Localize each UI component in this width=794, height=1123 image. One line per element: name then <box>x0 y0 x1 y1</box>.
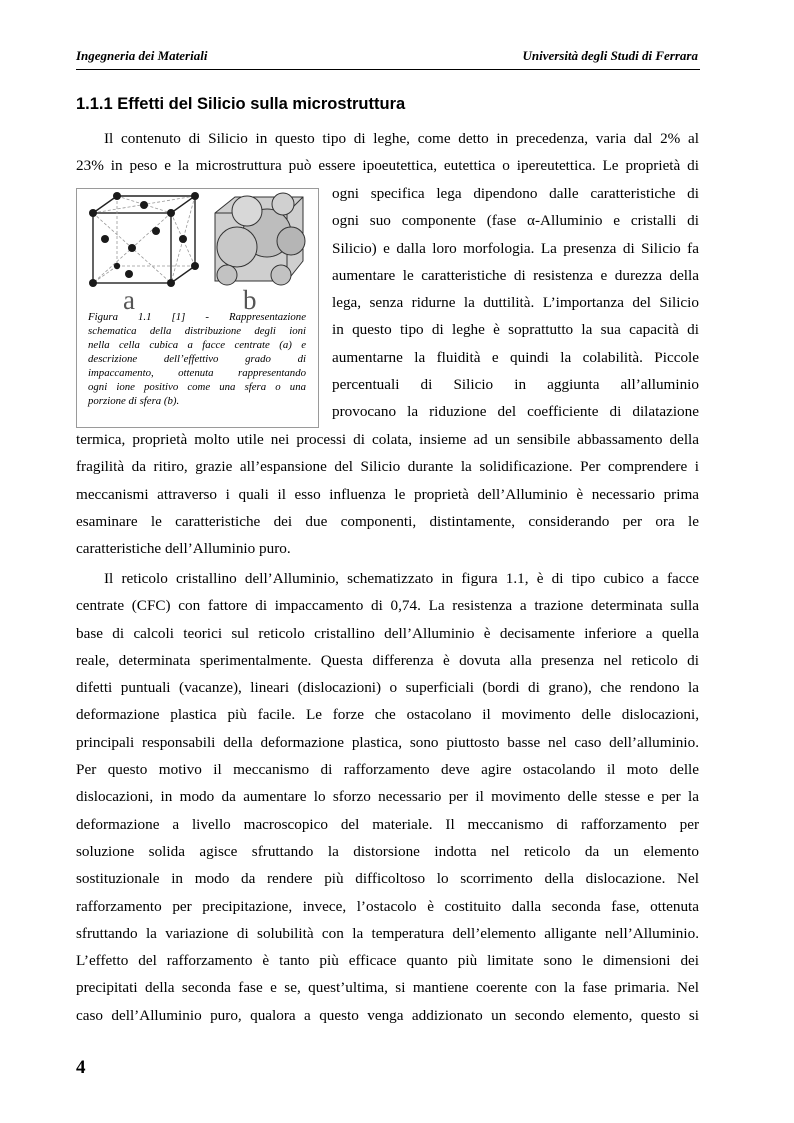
text-line: lega, senza ridurne la duttilità. L’importanza del Silicio <box>332 294 699 312</box>
text-line: in questo tipo di leghe è soprattutto la sua capacità di <box>332 321 699 339</box>
caption-line: ogni ione positivo come una sfera o una <box>88 381 306 393</box>
text-line: sostituzionale in modo da rendere più difficoltoso lo scorrimento della dislocazione. Nel <box>76 870 699 888</box>
text-line: dislocazioni, in modo da aumentare lo sforzo necessario per il movimento delle stesse e per la <box>76 788 699 806</box>
text-line: percentuali di Silicio in aggiunta all’alluminio <box>332 376 699 394</box>
paragraph-1-wrap <box>332 180 699 426</box>
caption-line: schematica della distribuzione degli ioni <box>88 325 306 337</box>
figure-1-1 <box>76 188 319 428</box>
header-left: Ingegneria dei Materiali <box>76 48 208 63</box>
atom-dots <box>89 192 199 287</box>
caption-line: porzione di sfera (b). <box>88 395 180 407</box>
text-line: precipitati della seconda fase e se, quest’ultima, si mantiene coerente con la fase primaria. Nel <box>76 979 699 997</box>
paragraph-2 <box>76 565 699 1029</box>
text-line: esaminare le caratteristiche dei due componenti, distintamente, considerando per ora le <box>76 512 699 530</box>
header-right: Università degli Studi di Ferrara <box>522 48 698 63</box>
text-line: base di calcoli teorici sul reticolo cristallino dell’Alluminio è decisamente inferiore a quella <box>76 624 699 642</box>
caption-line: nella cella cubica a facce centrate (a) e <box>88 339 306 351</box>
text-line: aumentarne la fluidità e quindi la colabilità. Piccole <box>332 348 699 366</box>
running-header <box>76 48 698 68</box>
label-b: b <box>243 285 257 315</box>
text-line: Il reticolo cristallino dell’Alluminio, schematizzato in figura 1.1, è di tipo cubico a facce <box>104 570 699 587</box>
text-line: Per questo motivo il meccanismo di rafforzamento deve agire ostacolando il moto delle <box>76 761 699 779</box>
text-line: termica, proprietà molto utile nei processi di colata, insieme ad un sensibile abbassamento della <box>76 431 699 448</box>
text-line: provocano la riduzione del coefficiente di dilatazione <box>332 403 699 421</box>
text-line: caso dell’Alluminio puro, qualora a questo venga addizionato un secondo elemento, questo si <box>76 1006 699 1024</box>
packed-spheres-diagram <box>215 193 305 285</box>
header-rule <box>76 69 700 70</box>
text-line: ogni suo componente (fase α-Alluminio e cristalli di <box>332 212 699 230</box>
text-line: ogni specifica lega dipendono dalle caratteristiche di <box>332 185 699 202</box>
section-title: 1.1.1 Effetti del Silicio sulla microstruttura <box>76 95 406 113</box>
caption-line: descrizione dell’effettivo grado di <box>88 353 306 365</box>
caption-line: Figura 1.1 [1] - Rappresentazione <box>88 311 306 323</box>
text-line: centrate (CFC) con fattore di impaccamento di 0,74. La resistenza a trazione determinata sulla <box>76 597 699 615</box>
figure-caption <box>88 310 306 408</box>
caption-line: impaccamento, ottenuta rappresentando <box>88 367 306 379</box>
text-line: meccanismi attraverso i quali il esso influenza le proprietà dell’Alluminio è necessario prima <box>76 485 699 503</box>
paragraph-1-top <box>76 125 699 180</box>
text-line: principali responsabili della deformazione plastica, sono piuttosto basse nel caso dell’alluminio. <box>76 733 699 751</box>
text-line: difetti puntuali (vacanze), lineari (dislocazioni) o superficiali (bordi di grano), che rendono la <box>76 679 699 697</box>
text-line: aumentare le caratteristiche di resistenza e durezza della <box>332 266 699 284</box>
text-line: rafforzamento per precipitazione, invece, l’ostacolo è costituito dalla seconda fase, ottenuta <box>76 897 699 915</box>
text-line: 23% in peso e la microstruttura può essere ipoeutettica, eutettica o ipereutettica. Le proprietà di <box>76 157 699 175</box>
text-line: soluzione solida agisce sfruttando la distorsione indotta nel reticolo da un elemento <box>76 842 699 860</box>
text-line: L’effetto del rafforzamento è tanto più efficace quanto più limitate sono le dimensioni dei <box>76 952 699 970</box>
text-line: deformazione a livello macroscopico del materiale. Il meccanismo di rafforzamento per <box>76 815 699 833</box>
text-line: deformazione plastica più facile. Le forze che ostacolano il movimento delle dislocazioni, <box>76 706 699 724</box>
text-line: Il contenuto di Silicio in questo tipo di leghe, come detto in precedenza, varia dal 2% al <box>104 130 699 147</box>
text-line: fragilità da ritiro, grazie all’espansione del Silicio durante la solidificazione. Per comprendere i <box>76 458 699 476</box>
text-line: reale, determinata sperimentalmente. Questa differenza è dovuta alla presenza nel reticolo di <box>76 651 699 669</box>
text-line: sfruttando la variazione di solubilità con la temperatura dell’elemento alligante nell’Alluminio. <box>76 924 699 942</box>
text-line: Silicio) e dalla loro morfologia. La presenza di Silicio fa <box>332 239 699 257</box>
page-number: 4 <box>76 1057 86 1078</box>
paragraph-1-bottom <box>76 426 699 562</box>
text-line: caratteristiche dell’Alluminio puro. <box>76 540 291 558</box>
label-a: a <box>123 285 135 315</box>
